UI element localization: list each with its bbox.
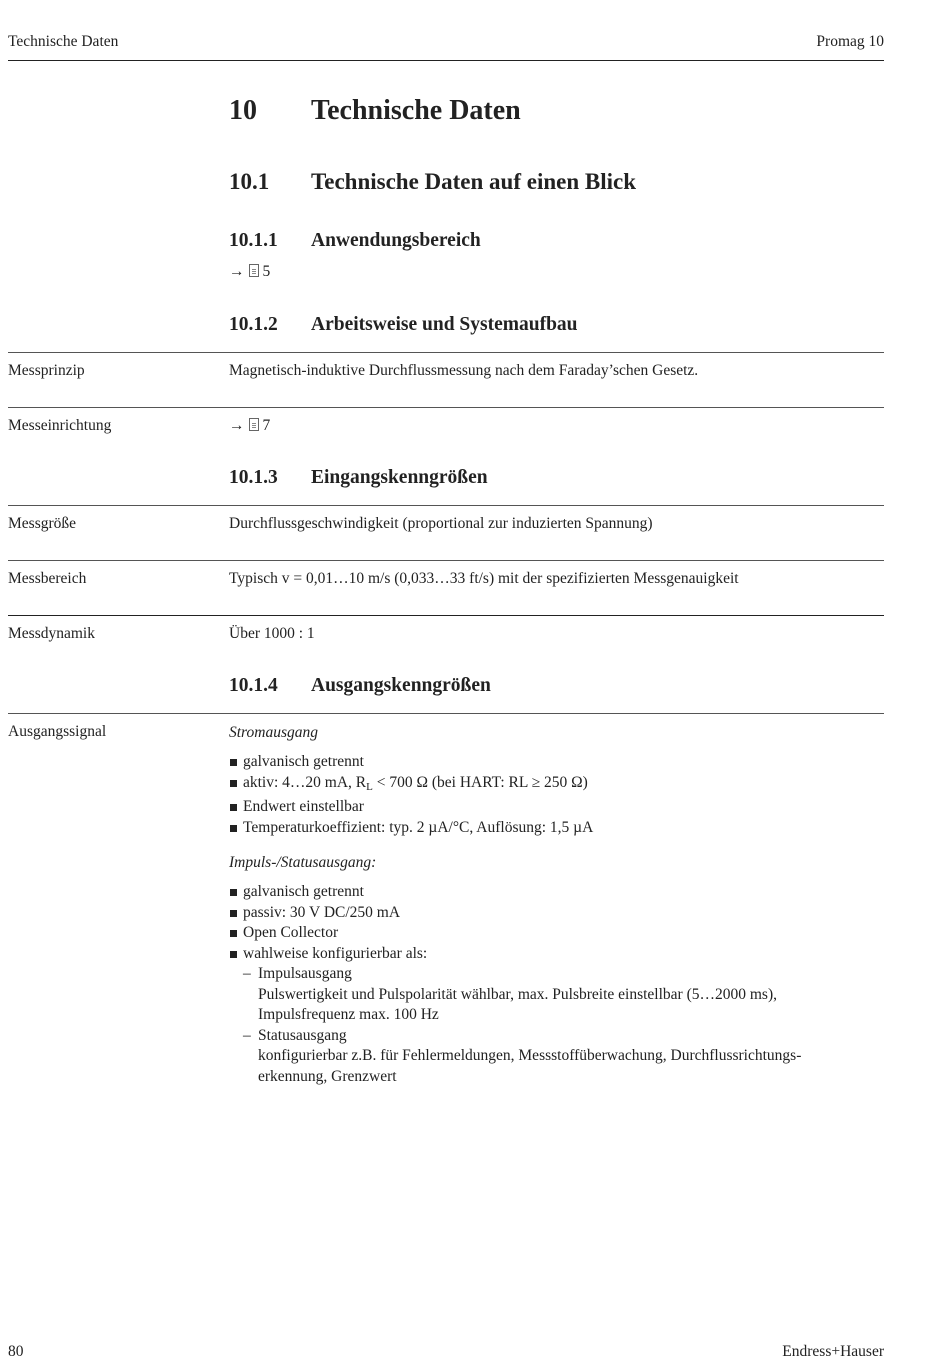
row-label-ausgangssignal: Ausgangssignal: [8, 723, 107, 740]
stromausgang-title: Stromausgang: [229, 724, 318, 741]
impulsausgang-list: [229, 882, 879, 964]
subsection-number: 10.1.3: [229, 467, 278, 488]
subsection-title: Anwendungsbereich: [311, 230, 481, 251]
page-reference-messeinrichtung[interactable]: [229, 417, 270, 435]
list-item: – Impulsausgang Pulswertigkeit und Pulspolarität wählbar, max. Pulsbreite einstellbar (5…2000 ms), Impulsfrequenz max. 100 Hz: [229, 964, 879, 1026]
list-item: Endwert einstellbar: [229, 797, 879, 818]
row-value-messprinzip: Magnetisch-induktive Durchflussmessung nach dem Faraday’schen Gesetz.: [229, 362, 699, 379]
list-item: Temperaturkoeffizient: typ. 2 µA/°C, Auflösung: 1,5 µA: [229, 818, 879, 839]
subsection-heading-arbeitsweise: [229, 314, 578, 336]
row-rule: [8, 352, 884, 353]
running-header-title: Technische Daten: [8, 33, 119, 50]
subsection-title: Ausgangskenngrößen: [311, 675, 491, 696]
list-item: wahlweise konfigurierbar als:: [229, 944, 879, 965]
subsection-number: 10.1.1: [229, 230, 278, 251]
subsection-heading-eingang: [229, 467, 488, 489]
page-reference-number: 7: [262, 417, 271, 434]
section-title: Technische Daten auf einen Blick: [311, 169, 637, 194]
list-item: galvanisch getrennt: [229, 752, 879, 773]
page-number: 80: [8, 1343, 24, 1360]
chapter-heading: [229, 95, 521, 127]
chapter-number: 10: [229, 95, 257, 126]
section-heading: [229, 169, 636, 195]
arrow-right-icon: →: [229, 417, 245, 434]
header-rule: [8, 60, 884, 61]
row-value-messgroesse: Durchflussgeschwindigkeit (proportional zur induzierten Spannung): [229, 515, 653, 532]
subsection-heading-ausgang: [229, 675, 491, 697]
list-item: aktiv: 4…20 mA, $R_L < 700$ Ω (bei HART: RL ≥ 250 Ω): [229, 773, 879, 798]
subsection-number: 10.1.4: [229, 675, 278, 696]
subsection-title: Eingangskenngrößen: [311, 467, 488, 488]
list-item: – Statusausgang konfigurierbar z.B. für Fehlermeldungen, Messstoffüberwachung, Durchflussrichtungs- erkennung, Grenzwert: [229, 1026, 879, 1088]
row-rule: [8, 407, 884, 408]
row-rule: [8, 560, 884, 561]
row-label-messdynamik: Messdynamik: [8, 625, 95, 642]
ausgangssignal-content: [229, 723, 879, 1087]
konfiguration-list: [229, 964, 879, 1087]
row-rule: [8, 505, 884, 506]
section-number: 10.1: [229, 169, 270, 194]
impulsausgang-title: Impuls-/Statusausgang:: [229, 854, 377, 871]
row-label-messbereich: Messbereich: [8, 570, 87, 587]
row-label-messeinrichtung: Messeinrichtung: [8, 417, 112, 434]
brand-name: Endress+Hauser: [782, 1343, 884, 1360]
row-value-messdynamik: Über 1000 : 1: [229, 625, 315, 642]
list-item: Open Collector: [229, 923, 879, 944]
subsection-title: Arbeitsweise und Systemaufbau: [311, 314, 578, 335]
row-value-messbereich: Typisch v = 0,01…10 m/s (0,033…33 ft/s) mit der spezifizierten Messgenauigkeit: [229, 570, 739, 587]
list-item: passiv: 30 V DC/250 mA: [229, 903, 879, 924]
subsection-heading-anwendung: [229, 230, 481, 252]
page-icon: [249, 264, 259, 277]
chapter-title: Technische Daten: [311, 95, 521, 126]
running-header-product: Promag 10: [816, 33, 884, 50]
row-rule: [8, 615, 884, 616]
page-reference-anwendung[interactable]: [229, 263, 270, 281]
stromausgang-list: [229, 752, 879, 838]
row-label-messprinzip: Messprinzip: [8, 362, 85, 379]
arrow-right-icon: →: [229, 263, 245, 280]
page-reference-number: 5: [262, 263, 271, 280]
row-label-messgroesse: Messgröße: [8, 515, 77, 532]
row-rule: [8, 713, 884, 714]
subsection-number: 10.1.2: [229, 314, 278, 335]
page-icon: [249, 418, 259, 431]
list-item: galvanisch getrennt: [229, 882, 879, 903]
